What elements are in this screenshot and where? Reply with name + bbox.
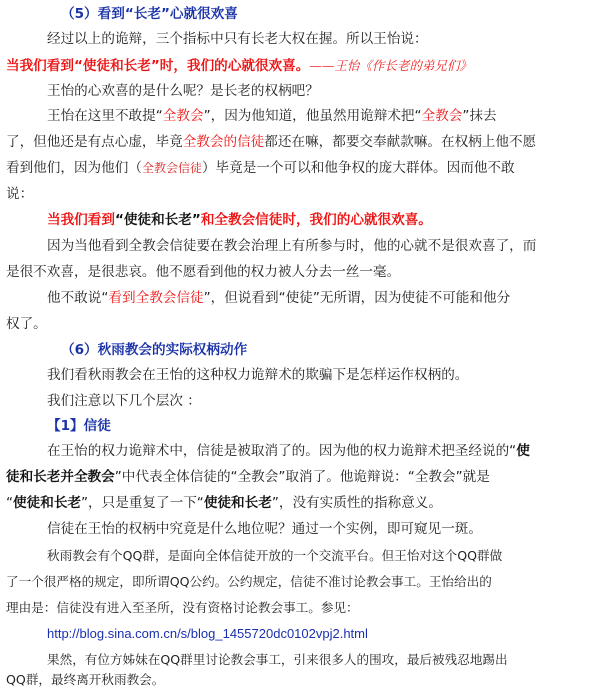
paragraph-line: 果然，有位方姊妹在QQ群里讨论教会事工，引来很多人的围攻，最后被残忍地踢出 bbox=[47, 652, 508, 667]
paragraph-line: 说： bbox=[6, 186, 34, 202]
paragraph-line: 因为当他看到全教会信徒要在教会治理上有所参与时，他的心就不是很欢喜了，而 bbox=[47, 238, 537, 254]
highlight-term: 全教会 bbox=[162, 108, 204, 124]
highlight-term: 全教会 bbox=[421, 108, 463, 124]
section-heading-5: （5）看到“长老”心就很欢喜 bbox=[61, 6, 238, 22]
quote-source: ——王怡《作长老的弟兄们》 bbox=[309, 58, 472, 73]
paragraph-line: 权了。 bbox=[6, 316, 47, 332]
paragraph-line: QQ群，最终离开秋雨教会。 bbox=[6, 672, 165, 687]
paragraph-line: 我们看秋雨教会在王怡的这种权力诡辩术的欺骗下是怎样运作权柄的。 bbox=[47, 367, 469, 383]
section-heading-6: （6）秋雨教会的实际权柄动作 bbox=[61, 342, 248, 358]
paragraph-line: 他不敢说“看到全教会信徒”，但说看到“使徒”无所谓，因为使徒不可能和他分 bbox=[47, 290, 511, 306]
paragraph-line: 了，但他还是有点心虚，毕竟全教会的信徒都还在嘛，都要交奉献款嘛。在权柄上他不愿 bbox=[6, 134, 537, 150]
highlight-term: 看到全教会信徒 bbox=[108, 290, 204, 306]
paragraph-line: 我们注意以下几个层次 ： bbox=[47, 393, 201, 409]
paragraph-line: 理由是：信徒没有进入至圣所，没有资格讨论教会事工。参见： bbox=[6, 600, 359, 615]
paragraph-line: 王怡在这里不敢提“全教会”，因为他知道，他虽然用诡辩术把“全教会”抹去 bbox=[47, 108, 497, 124]
paragraph-line: 是很不欢喜，是很悲哀。他不愿看到他的权力被人分去一丝一毫。 bbox=[6, 264, 401, 280]
subheading-believers: 【1】信徒 bbox=[47, 418, 111, 434]
highlight-term: 全教会信徒 bbox=[141, 161, 202, 175]
paragraph-line: 了一个很严格的规定，即所谓QQ公约。公约规定，信徒不准讨论教会事工。王怡给出的 bbox=[6, 574, 492, 589]
paragraph-line: 徒和长老并全教会”中代表全体信徒的“全教会”取消了。他诡辩说：“全教会”就是 bbox=[6, 469, 490, 485]
paragraph-line: “使徒和长老”，只是重复了一下“使徒和长老”，没有实质性的指称意义。 bbox=[6, 495, 442, 511]
paragraph-line: 信徒在王怡的权柄中究竟是什么地位呢？通过一个实例，即可窥见一斑。 bbox=[47, 521, 482, 537]
highlight-term: 全教会的信徒 bbox=[182, 134, 265, 150]
paragraph-question: 王怡的心欢喜的是什么呢？是长老的权柄吧？ bbox=[47, 83, 319, 99]
paragraph-line: 在王怡的权力诡辩术中，信徒是被取消了的。因为他的权力诡辩术把圣经说的“使 bbox=[47, 443, 530, 459]
blog-link[interactable] bbox=[47, 624, 590, 644]
blog-link-text[interactable]: http://blog.sina.com.cn/s/blog_1455720dc0102vpj2.html bbox=[47, 626, 368, 641]
quote-text: 当我们看到“使徒和长老”时，我们的心就很欢喜。 bbox=[6, 58, 310, 74]
quote-block-2: 当我们看到“使徒和长老”和全教会信徒时，我们的心就很欢喜。 bbox=[47, 212, 432, 228]
quote-block-1 bbox=[6, 56, 590, 76]
paragraph-line: 秋雨教会有个QQ群，是面向全体信徒开放的一个交流平台。但王怡对这个QQ群做 bbox=[47, 548, 503, 563]
paragraph-line: 看到他们，因为他们（全教会信徒）毕竟是一个可以和他争权的庞大群体。因而他不敢 bbox=[6, 160, 515, 176]
paragraph-intro: 经过以上的诡辩，三个指标中只有长老大权在握。所以王怡说： bbox=[47, 31, 428, 47]
